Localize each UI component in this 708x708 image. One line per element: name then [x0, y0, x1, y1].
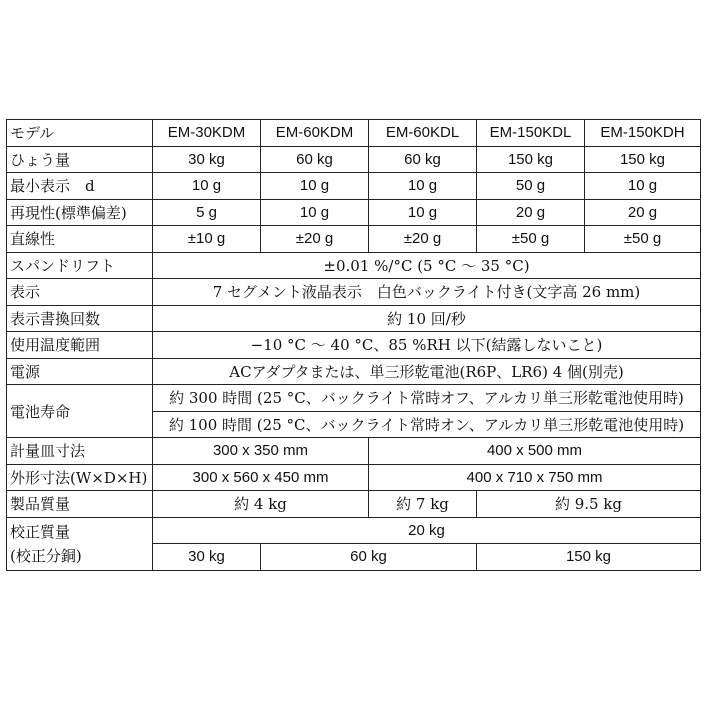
weight-60kdl: 約 7 kg [369, 491, 477, 518]
model-em-30kdm: EM-30KDM [153, 120, 261, 147]
table-row-battery-life-1 [7, 385, 701, 412]
model-em-60kdm: EM-60KDM [261, 120, 369, 147]
row-label-temp-range: 使用温度範囲 [7, 332, 153, 359]
battery-life-backlight-on: 約 100 時間 (25 °C、バックライト常時オン、アルカリ単三形乾電池使用時) [153, 411, 701, 438]
row-label-display: 表示 [7, 279, 153, 306]
row-label-min-display: 最小表示 d [7, 173, 153, 200]
cell-value: 60 kg [261, 146, 369, 173]
cell-value: ±50 g [477, 226, 585, 253]
row-label-refresh: 表示書換回数 [7, 305, 153, 332]
cell-value: ±20 g [261, 226, 369, 253]
cell-value: ±50 g [585, 226, 701, 253]
table-row-min-display [7, 173, 701, 200]
cal-mass-label: 校正質量 [10, 522, 71, 541]
cell-value: 60 kg [369, 146, 477, 173]
dimensions-large: 400 x 710 x 750 mm [369, 464, 701, 491]
power-value: ACアダプタまたは、単三形乾電池(R6P、LR6) 4 個(別売) [153, 358, 701, 385]
cell-value: ±20 g [369, 226, 477, 253]
table-row-pan-size [7, 438, 701, 465]
table-row-display [7, 279, 701, 306]
model-em-150kdl: EM-150KDL [477, 120, 585, 147]
span-drift-value: ±0.01 %/°C (5 °C ～ 35 °C) [153, 252, 701, 279]
cell-value: 50 g [477, 173, 585, 200]
cal-mass-common: 20 kg [153, 517, 701, 544]
cell-value: 10 g [153, 173, 261, 200]
row-label-linearity: 直線性 [7, 226, 153, 253]
cell-value: 150 kg [585, 146, 701, 173]
cell-value: 10 g [585, 173, 701, 200]
table-row-span-drift [7, 252, 701, 279]
table-row-linearity [7, 226, 701, 253]
table-row-dimensions [7, 464, 701, 491]
table-row-power [7, 358, 701, 385]
spec-table [6, 119, 701, 571]
pan-size-small: 300 x 350 mm [153, 438, 369, 465]
row-label-repeatability: 再現性(標準偏差) [7, 199, 153, 226]
table-row-temp-range [7, 332, 701, 359]
table-row-weight [7, 491, 701, 518]
table-row-capacity [7, 146, 701, 173]
cell-value: 10 g [261, 199, 369, 226]
row-label-pan-size: 計量皿寸法 [7, 438, 153, 465]
row-label-capacity: ひょう量 [7, 146, 153, 173]
refresh-value: 約 10 回/秒 [153, 305, 701, 332]
display-value: 7 セグメント液晶表示 白色バックライト付き(文字高 26 mm) [153, 279, 701, 306]
row-label-span-drift: スパンドリフト [7, 252, 153, 279]
weight-30-60kdm: 約 4 kg [153, 491, 369, 518]
cell-value: 10 g [369, 199, 477, 226]
table-row-refresh [7, 305, 701, 332]
pan-size-large: 400 x 500 mm [369, 438, 701, 465]
cell-value: 20 g [585, 199, 701, 226]
cell-value: ±10 g [153, 226, 261, 253]
dimensions-small: 300 x 560 x 450 mm [153, 464, 369, 491]
row-label-dimensions: 外形寸法(W×D×H) [7, 464, 153, 491]
weight-150: 約 9.5 kg [477, 491, 701, 518]
battery-life-backlight-off: 約 300 時間 (25 °C、バックライト常時オフ、アルカリ単三形乾電池使用時) [153, 385, 701, 412]
cell-value: 10 g [261, 173, 369, 200]
cal-mass-sublabel: (校正分銅) [10, 546, 82, 565]
cell-value: 150 kg [477, 146, 585, 173]
cal-mass-60kg: 60 kg [261, 544, 477, 571]
temp-range-value: −10 °C ～ 40 °C、85 %RH 以下(結露しないこと) [153, 332, 701, 359]
cell-value: 30 kg [153, 146, 261, 173]
row-label-model: モデル [7, 120, 153, 147]
cal-mass-30kg: 30 kg [153, 544, 261, 571]
model-em-150kdh: EM-150KDH [585, 120, 701, 147]
cell-value: 10 g [369, 173, 477, 200]
row-label-power: 電源 [7, 358, 153, 385]
cell-value: 20 g [477, 199, 585, 226]
table-row-cal-mass-1 [7, 517, 701, 544]
row-label-cal-mass [7, 517, 153, 570]
cal-mass-150kg: 150 kg [477, 544, 701, 571]
row-label-battery-life: 電池寿命 [7, 385, 153, 438]
cell-value: 5 g [153, 199, 261, 226]
table-row-repeatability [7, 199, 701, 226]
row-label-weight: 製品質量 [7, 491, 153, 518]
table-row-model [7, 120, 701, 147]
model-em-60kdl: EM-60KDL [369, 120, 477, 147]
